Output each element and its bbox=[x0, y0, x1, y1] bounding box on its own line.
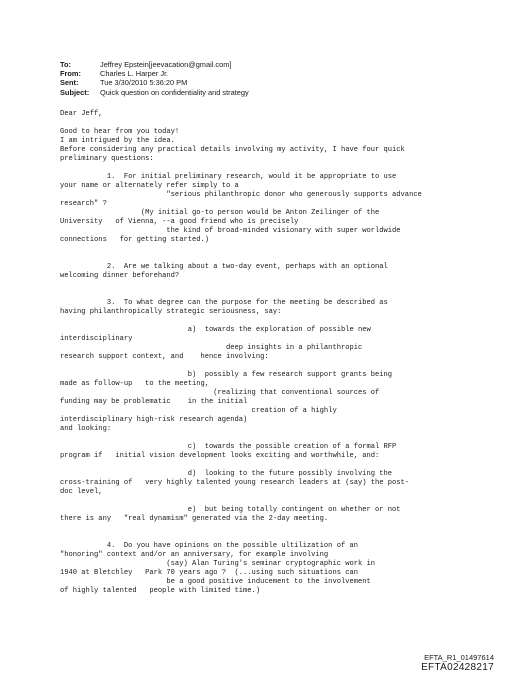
body-line bbox=[60, 362, 470, 371]
body-line bbox=[60, 290, 470, 299]
subject-label: Subject: bbox=[60, 87, 90, 97]
body-line: 4. Do you have opinions on the possible ultilization of an bbox=[60, 542, 358, 550]
body-line: interdisciplinary bbox=[60, 335, 133, 343]
email-body bbox=[60, 110, 470, 596]
body-line: "serious philanthropic donor who generously supports advance bbox=[60, 191, 422, 199]
body-line: (My initial go-to person would be Anton Zeilinger of the bbox=[60, 209, 380, 217]
body-line: "honoring" context and/or an anniversary, for example involving bbox=[60, 551, 329, 559]
body-line: 1. For initial preliminary research, would it be appropriate to use bbox=[60, 173, 397, 181]
body-line bbox=[60, 317, 470, 326]
body-line: funding may be problematic in the initial bbox=[60, 398, 248, 406]
body-line bbox=[60, 245, 470, 254]
body-line: there is any "real dynamism" generated via the 2-day meeting. bbox=[60, 515, 329, 523]
body-line: interdisciplinary high-risk research agenda) bbox=[60, 416, 248, 424]
from-row bbox=[60, 69, 249, 78]
body-line bbox=[60, 119, 470, 128]
body-line: deep insights in a philanthropic bbox=[60, 344, 363, 352]
body-line: welcoming dinner beforehand? bbox=[60, 272, 180, 280]
body-line: Dear Jeff, bbox=[60, 110, 103, 118]
body-line: cross-training of very highly talented young research leaders at (say) the post- bbox=[60, 479, 410, 487]
subject-value: Quick question on confidentiality and strategy bbox=[100, 87, 249, 97]
sent-row bbox=[60, 78, 249, 87]
body-line bbox=[60, 497, 470, 506]
body-line: of highly talented people with limited time.) bbox=[60, 587, 261, 595]
body-line: a) towards the exploration of possible new bbox=[60, 326, 371, 334]
subject-row bbox=[60, 88, 249, 97]
body-line: connections for getting started.) bbox=[60, 236, 209, 244]
footer-id-small: EFTA_R1_01497614 bbox=[424, 653, 494, 662]
body-line: the kind of broad-minded visionary with super worldwide bbox=[60, 227, 401, 235]
body-line: made as follow-up to the meeting, bbox=[60, 380, 209, 388]
body-line: research" ? bbox=[60, 200, 107, 208]
body-line: Good to hear from you today! bbox=[60, 128, 180, 136]
body-line: 3. To what degree can the purpose for the meeting be described as bbox=[60, 299, 388, 307]
to-value: Jeffrey Epstein[jeevacation@gmail.com] bbox=[100, 60, 232, 69]
body-line bbox=[60, 533, 470, 542]
email-header bbox=[60, 60, 249, 97]
sent-label: Sent: bbox=[60, 78, 79, 88]
body-line: e) but being totally contingent on whether or not bbox=[60, 506, 401, 514]
to-label: To: bbox=[60, 60, 71, 69]
body-line: University of Vienna, --a good friend who is precisely bbox=[60, 218, 299, 226]
body-line: I am intrigued by the idea. bbox=[60, 137, 175, 145]
body-line: preliminary questions: bbox=[60, 155, 154, 163]
body-line: (realizing that conventional sources of bbox=[60, 389, 380, 397]
sent-value: Tue 3/30/2010 5:36:20 PM bbox=[100, 78, 188, 88]
body-line: 2. Are we talking about a two-day event, perhaps with an optional bbox=[60, 263, 388, 271]
body-line: c) towards the possible creation of a formal RFP bbox=[60, 443, 397, 451]
body-line: (say) Alan Turing's seminar cryptographic work in bbox=[60, 560, 376, 568]
body-line: your name or alternately refer simply to a bbox=[60, 182, 239, 190]
body-line: doc level, bbox=[60, 488, 103, 496]
body-line bbox=[60, 434, 470, 443]
body-line: research support context, and hence involving: bbox=[60, 353, 269, 361]
body-line bbox=[60, 461, 470, 470]
body-line: and looking: bbox=[60, 425, 112, 433]
body-line bbox=[60, 254, 470, 263]
body-line: having philanthropically strategic seriousness, say: bbox=[60, 308, 282, 316]
footer-id-large: EFTA02428217 bbox=[421, 662, 494, 673]
body-line: creation of a highly bbox=[60, 407, 337, 415]
body-line: b) possibly a few research support grants being bbox=[60, 371, 393, 379]
body-line: program if initial vision development looks exciting and worthwhile, and: bbox=[60, 452, 380, 460]
body-line: d) looking to the future possibly involving the bbox=[60, 470, 393, 478]
body-line bbox=[60, 524, 470, 533]
from-value: Charles L. Harper Jr. bbox=[100, 69, 169, 79]
document-footer bbox=[421, 653, 494, 674]
to-row bbox=[60, 60, 249, 69]
body-line bbox=[60, 164, 470, 173]
body-line: Before considering any practical details involving my activity, I have four quick bbox=[60, 146, 405, 154]
body-line: 1940 at Bletchley Park 70 years ago ? (...using such situations can bbox=[60, 569, 358, 577]
body-line bbox=[60, 281, 470, 290]
from-label: From: bbox=[60, 69, 81, 79]
body-line: be a good positive inducement to the involvement bbox=[60, 578, 371, 586]
